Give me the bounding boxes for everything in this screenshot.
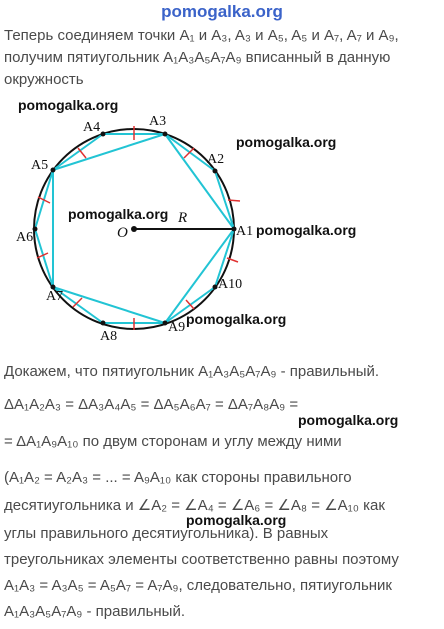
proof-line-2: ΔA₁A₂A₃ = ΔA₃A₄A₅ = ΔA₅A₆A₇ = ΔA₇A₈A₉ = bbox=[4, 396, 299, 413]
vertex-label-a10: A10 bbox=[218, 277, 243, 292]
watermark: pomogalka.org bbox=[186, 311, 287, 327]
watermark: pomogalka.org bbox=[298, 412, 399, 428]
vertex-label-a2: A2 bbox=[207, 152, 225, 167]
vertex-label-a4: A4 bbox=[83, 120, 101, 135]
watermark: pomogalka.org bbox=[186, 512, 287, 528]
intro-line-2: получим пятиугольник A₁A₃A₅A₇A₉ вписанный в данную bbox=[4, 49, 391, 66]
vertex-label-a9: A9 bbox=[168, 320, 186, 335]
center-label: O bbox=[117, 225, 128, 241]
proof-line-1: Докажем, что пятиугольник A₁A₃A₅A₇A₉ - правильный. bbox=[4, 363, 380, 380]
proof-line-5: десятиугольника и ∠A₂ = ∠A₄ = ∠A₆ = ∠A₈ = ∠A₁₀ как bbox=[4, 497, 385, 514]
vertex-label-a1: A1 bbox=[236, 224, 254, 239]
vertex-label-a8: A8 bbox=[100, 329, 118, 344]
center-point bbox=[131, 226, 137, 232]
proof-line-4: (A₁A₂ = A₂A₃ = ... = A₉A₁₀ как стороны правильного bbox=[4, 469, 352, 486]
watermark: pomogalka.org bbox=[236, 134, 337, 150]
watermark: pomogalka.org bbox=[256, 222, 357, 238]
proof-line-6: углы правильного десятиугольника). В равных bbox=[4, 525, 329, 542]
watermark: pomogalka.org bbox=[68, 206, 169, 222]
intro-line-3: окружность bbox=[4, 71, 84, 88]
radius-label: R bbox=[178, 210, 188, 226]
proof-line-3: = ΔA₁A₉A₁₀ по двум сторонам и углу между ними bbox=[4, 433, 342, 450]
vertex-label-a6: A6 bbox=[16, 230, 34, 245]
proof-line-9: A₁A₃A₅A₇A₉ - правильный. bbox=[4, 603, 186, 620]
site-header[interactable]: pomogalka.org bbox=[161, 2, 283, 21]
watermark: pomogalka.org bbox=[18, 97, 119, 113]
proof-line-8: A₁A₃ = A₃A₅ = A₅A₇ = A₇A₉, следовательно, пятиугольник bbox=[4, 577, 392, 594]
vertex-label-a5: A5 bbox=[31, 158, 49, 173]
vertex-label-a3: A3 bbox=[149, 114, 167, 129]
proof-line-7: треугольниках элементы соответственно равны поэтому bbox=[4, 551, 399, 568]
vertex-label-a7: A7 bbox=[46, 289, 64, 304]
intro-line-1: Теперь соединяем точки A₁ и A₃, A₃ и A₅, A₅ и A₇, A₇ и A₉, bbox=[4, 27, 399, 44]
